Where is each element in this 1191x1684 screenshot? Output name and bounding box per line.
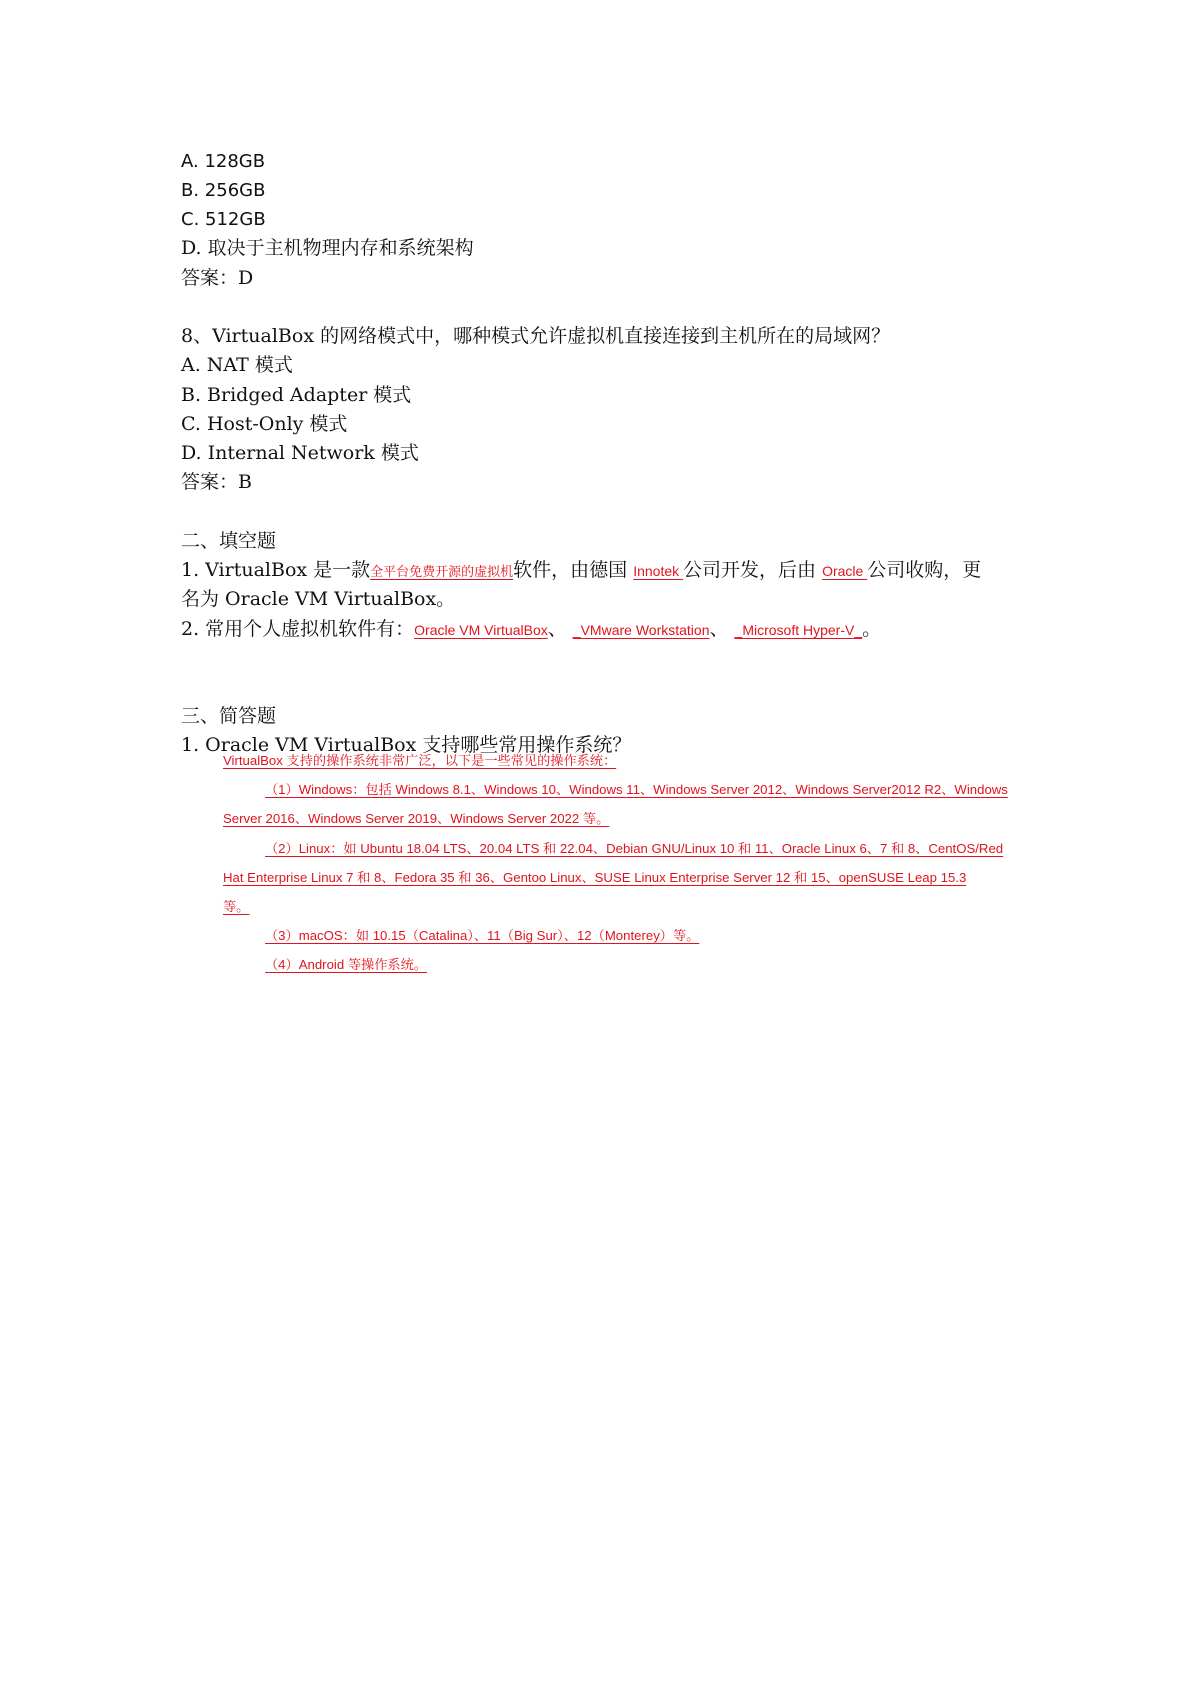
q8-option-c: C. Host-Only 模式 bbox=[181, 413, 348, 435]
answer-linux-line1: （2）Linux：如 Ubuntu 18.04 LTS、20.04 LTS 和 22.04、Debian GNU/Linux 10 和 11、Oracle Linux 6、7 和 8、CentOS/Red bbox=[265, 841, 1004, 856]
q7-option-b bbox=[181, 175, 265, 206]
fill-q1-text4: 公司收购，更 bbox=[867, 559, 982, 581]
fill-q1-blank1: 全平台免费开源的虚拟机 bbox=[370, 565, 514, 580]
fill-q2-end: 。 bbox=[862, 618, 882, 640]
q8-option-a: A. NAT 模式 bbox=[181, 354, 293, 376]
answer-linux-line3: 等。 bbox=[223, 899, 250, 914]
fill-q1-blank3: Oracle bbox=[822, 563, 868, 579]
q8-option-b: B. Bridged Adapter 模式 bbox=[181, 384, 412, 406]
fill-q2-text: 2. 常用个人虚拟机软件有： bbox=[181, 618, 415, 640]
fill-q2-blank2: _VMware Workstation bbox=[572, 622, 710, 638]
fill-q2-sep2: 、 bbox=[709, 618, 735, 640]
answer-macos: （3）macOS：如 10.15（Catalina）、11（Big Sur）、12（Monterey）等。 bbox=[265, 928, 700, 943]
q7-answer: 答案：D bbox=[181, 267, 254, 289]
fill-q2-line bbox=[181, 614, 881, 645]
q8-option-d: D. Internal Network 模式 bbox=[181, 442, 419, 464]
q7-option-c-text: C. 512GB bbox=[181, 209, 266, 230]
answer-intro: VirtualBox 支持的操作系统非常广泛，以下是一些常见的操作系统： bbox=[223, 753, 617, 768]
fill-q1-line2: 名为 Oracle VM VirtualBox。 bbox=[181, 588, 456, 610]
q7-option-a bbox=[181, 146, 265, 177]
fill-q1-text1: 1. VirtualBox 是一款 bbox=[181, 559, 371, 581]
answer-linux-line2: Hat Enterprise Linux 7 和 8、Fedora 35 和 36、Gentoo Linux、SUSE Linux Enterprise Server 12 和 15、openSUSE Leap 15.3 bbox=[223, 870, 967, 885]
answer-windows-line1: （1）Windows：包括 Windows 8.1、Windows 10、Windows 11、Windows Server 2012、Windows Server2012 R2、Windows bbox=[265, 782, 1008, 797]
fill-q2-sep1: 、 bbox=[547, 618, 573, 640]
q8-question: 8、VirtualBox 的网络模式中，哪种模式允许虚拟机直接连接到主机所在的局域网？ bbox=[181, 325, 891, 347]
q7-option-d: D. 取决于主机物理内存和系统架构 bbox=[181, 237, 474, 259]
q7-option-c bbox=[181, 204, 266, 235]
fill-q1-blank2: Innotek bbox=[633, 563, 684, 579]
q7-option-b-text: B. 256GB bbox=[181, 180, 266, 201]
q7-option-a-text: A. 128GB bbox=[181, 151, 266, 172]
short-q1-question: 1. Oracle VM VirtualBox 支持哪些常用操作系统？ bbox=[181, 734, 632, 756]
fill-q1-text2: 软件，由德国 bbox=[513, 559, 634, 581]
fill-q2-blank1: Oracle VM VirtualBox bbox=[414, 622, 548, 638]
q8-answer: 答案：B bbox=[181, 471, 252, 493]
answer-windows-line2: Server 2016、Windows Server 2019、Windows Server 2022 等。 bbox=[223, 811, 610, 826]
fill-q2-blank3: _Microsoft Hyper-V_ bbox=[734, 622, 863, 638]
section3-heading: 三、简答题 bbox=[181, 705, 277, 727]
section2-heading: 二、填空题 bbox=[181, 530, 277, 552]
answer-android: （4）Android 等操作系统。 bbox=[265, 957, 427, 972]
fill-q1-text3: 公司开发，后由 bbox=[683, 559, 823, 581]
